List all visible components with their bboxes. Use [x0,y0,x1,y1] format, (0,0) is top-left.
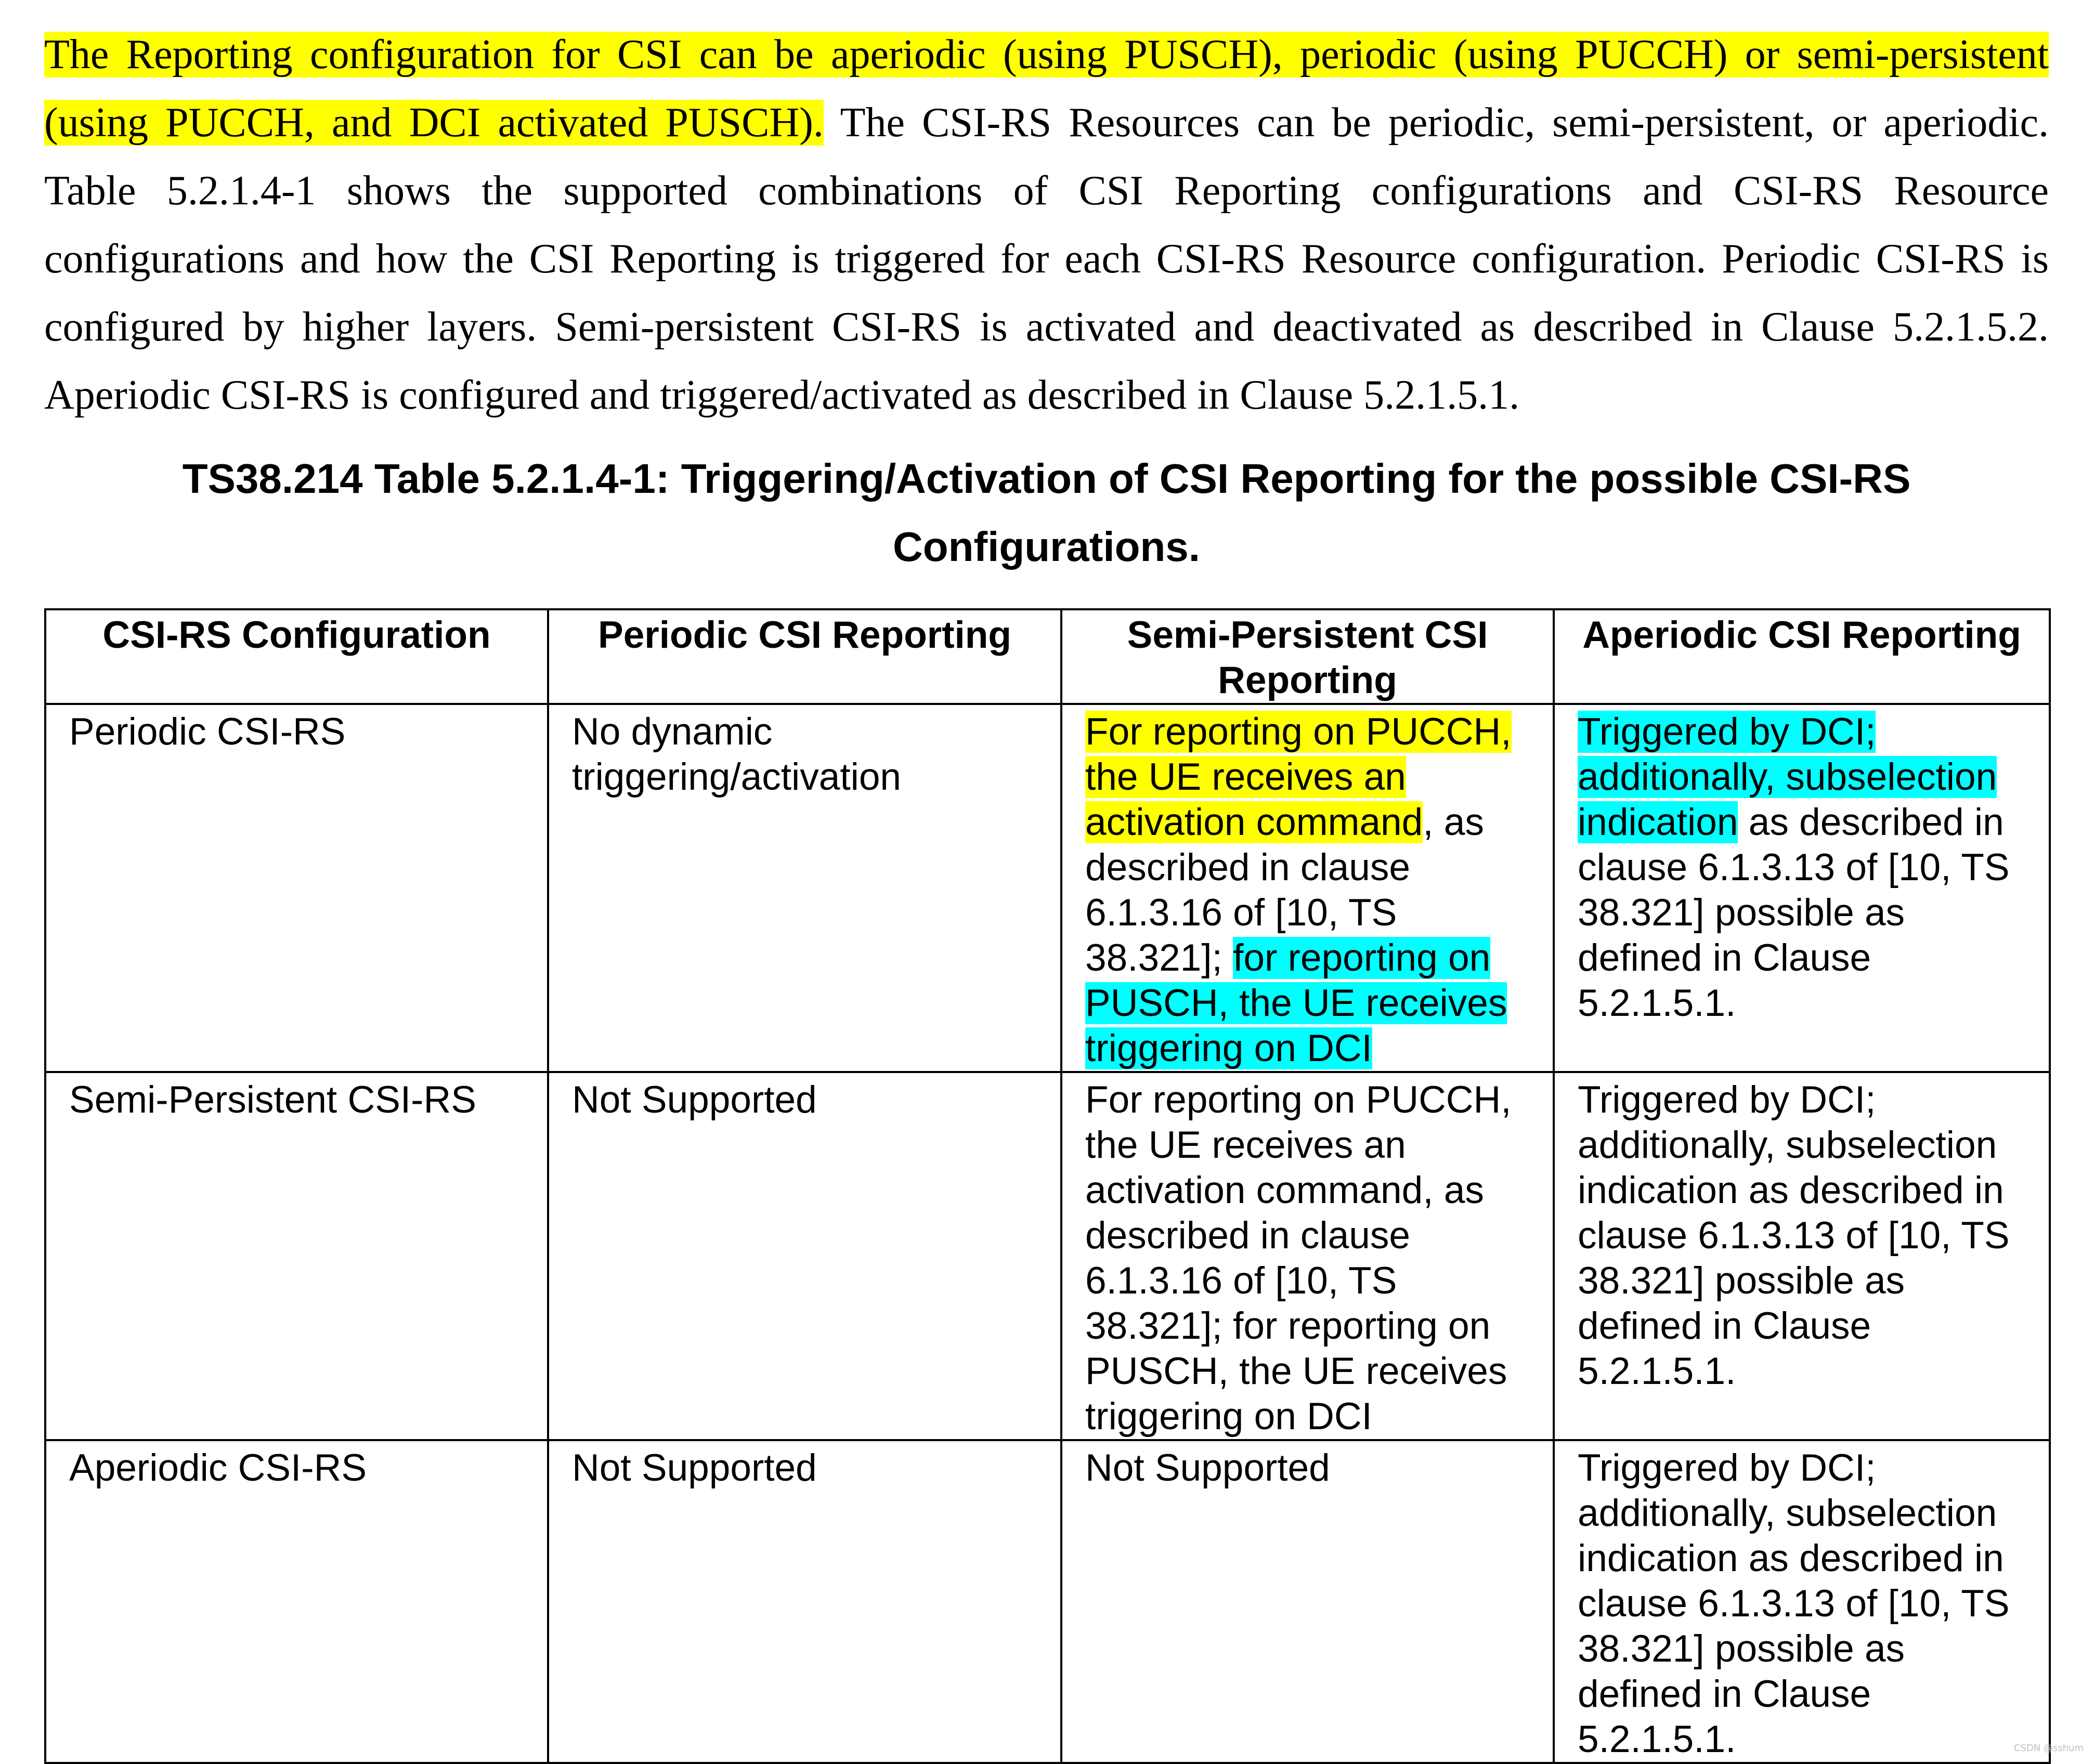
table-row-aperiodic-csi-rs [45,1440,2050,1763]
cell-periodic: No dynamic triggering/activation [548,704,1061,1072]
header-periodic-csi-reporting: Periodic CSI Reporting [548,609,1061,704]
intro-highlighted-text: The Reporting configuration for CSI can be aperiodic (using PUSCH), periodic (using PUCCH) or semi-persistent (using PUCCH, and DCI activated PUSCH). [44,32,2049,146]
table-caption-line2: Configurations. [892,524,1201,570]
csi-triggering-table [44,608,2051,1764]
cell-aperiodic: Triggered by DCI; additionally, subselection indication as described in clause 6.1.3.13 of [10, TS 38.321] possible as defined in Clause 5.2.1.5.1. [1554,1072,2050,1440]
header-semi-persistent-csi-reporting: Semi-Persistent CSI Reporting [1061,609,1554,704]
cell-semi-persistent: For reporting on PUCCH, the UE receives an activation command, as described in clause 6.1.3.16 of [10, TS 38.321]; for reporting on PUSCH, the UE receives triggering on DCI [1061,1072,1554,1440]
cell-aperiodic: Triggered by DCI; additionally, subselection indication as described in clause 6.1.3.13 of [10, TS 38.321] possible as defined in Clause 5.2.1.5.1. [1554,1440,2050,1763]
cell-periodic: Not Supported [548,1072,1061,1440]
header-csi-rs-configuration: CSI-RS Configuration [45,609,548,704]
cell-aperiodic [1554,704,2050,1072]
intro-paragraph [44,21,2049,429]
aperiodic-plain-text: as described in clause 6.1.3.13 of [10, TS 38.321] possible as defined in Clause 5.2.1.5.1. [1578,801,2010,1024]
cell-semi-persistent: Not Supported [1061,1440,1554,1763]
cell-periodic: Not Supported [548,1440,1061,1763]
watermark: CSDN @sshum [2013,1743,2084,1754]
intro-body-text: The CSI-RS Resources can be periodic, semi-persistent, or aperiodic. Table 5.2.1.4-1 shows the supported combinations of CSI Reporting configurations and CSI-RS Resource configurations and how the CSI Reporting is triggered for each CSI-RS Resource configuration. Periodic CSI-RS is configured by higher layers. Semi-persistent CSI-RS is activated and deactivated as described in Clause 5.2.1.5.2. Aperiodic CSI-RS is configured and triggered/activated as described in Clause 5.2.1.5.1. [44,100,2049,418]
cell-config: Periodic CSI-RS [45,704,548,1072]
semi-persistent-highlight-cyan: for reporting on PUSCH, the UE receives triggering on DCI [1085,937,1507,1069]
header-aperiodic-csi-reporting: Aperiodic CSI Reporting [1554,609,2050,704]
semi-persistent-plain-text: , as described in clause 6.1.3.16 of [10, TS 38.321]; [1085,801,1484,979]
aperiodic-highlight-cyan: Triggered by DCI; additionally, subselection indication [1578,711,1997,843]
table-caption [44,445,2049,581]
table-row-periodic-csi-rs [45,704,2050,1072]
table-header-row [45,609,2050,704]
semi-persistent-highlight-yellow: For reporting on PUCCH, the UE receives an activation command [1085,711,1512,843]
cell-config: Aperiodic CSI-RS [45,1440,548,1763]
cell-semi-persistent [1061,704,1554,1072]
cell-config: Semi-Persistent CSI-RS [45,1072,548,1440]
table-caption-line1: TS38.214 Table 5.2.1.4-1: Triggering/Activation of CSI Reporting for the possible CSI-RS [182,455,1911,502]
table-row-semi-persistent-csi-rs [45,1072,2050,1440]
